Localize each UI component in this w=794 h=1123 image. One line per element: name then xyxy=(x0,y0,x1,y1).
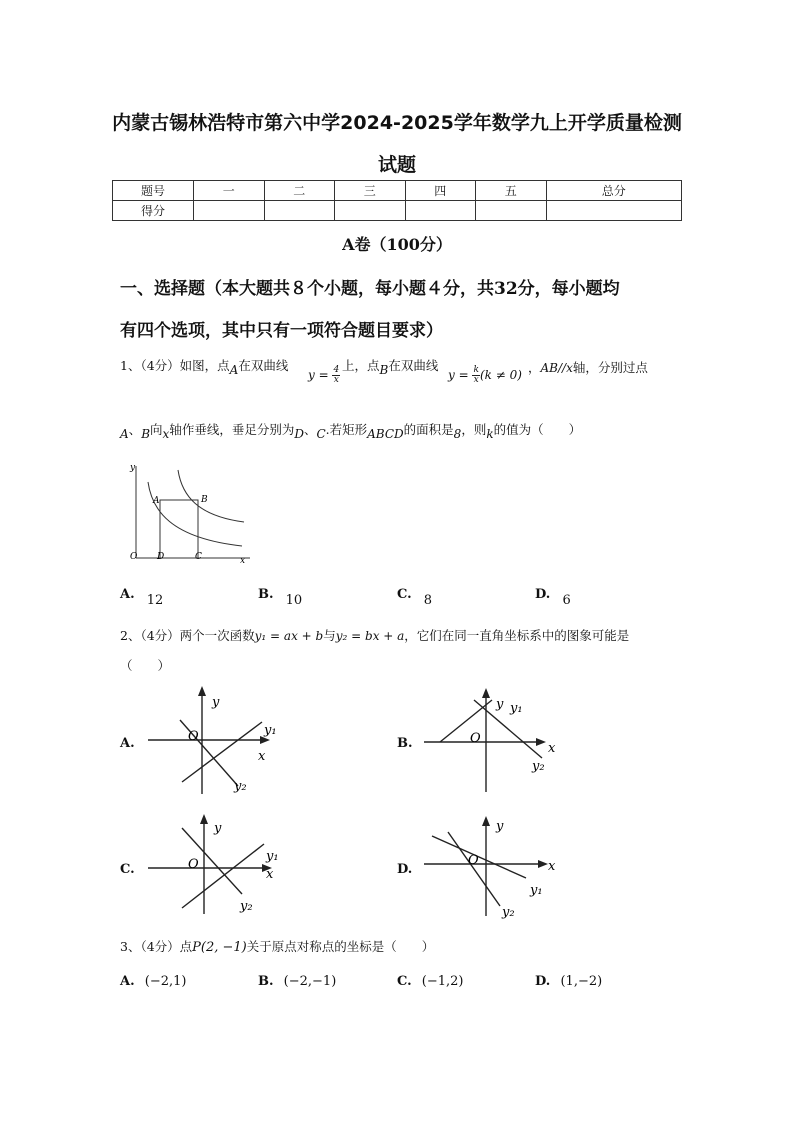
q3-text: 3、（4分）点 xyxy=(120,939,193,954)
q1-point-d: D xyxy=(294,427,304,441)
question-3-line-1 xyxy=(120,937,434,955)
label-x: x xyxy=(548,741,556,756)
q2-function-1: y₁ = ax + b xyxy=(254,629,324,643)
q2-text: ，它们在同一直角坐标系中的图象可能是 xyxy=(404,628,630,643)
q1-text: 上，点 xyxy=(342,358,380,373)
label-d: D xyxy=(157,552,165,562)
score-cell xyxy=(546,201,682,221)
score-header-cell: 三 xyxy=(335,181,406,201)
q1-parallel-expr: AB//x xyxy=(540,361,573,375)
label-o: O xyxy=(188,729,199,744)
option-value: (1,−2) xyxy=(560,974,603,989)
question-2-line-1 xyxy=(120,626,629,644)
option-letter: D. xyxy=(397,862,413,877)
label-x: x xyxy=(240,556,246,566)
label-o: O xyxy=(470,731,481,746)
q1-eq2-den: x xyxy=(473,375,479,385)
q1-point-b: B xyxy=(141,427,151,441)
q2-text: 2、（4分）两个一次函数 xyxy=(120,628,255,643)
score-cell xyxy=(264,201,335,221)
score-header-cell: 一 xyxy=(194,181,265,201)
q1-point-c: C xyxy=(316,427,326,441)
option-letter: B. xyxy=(258,587,274,602)
q2-option-c[interactable] xyxy=(120,862,135,877)
label-x: x xyxy=(266,867,274,882)
question-1-line-2 xyxy=(120,420,582,441)
q1-text: 、 xyxy=(128,422,142,437)
q3-point-p: P(2, −1) xyxy=(192,940,247,955)
option-letter: D. xyxy=(535,587,551,602)
score-header-cell: 二 xyxy=(264,181,335,201)
score-header-cell: 四 xyxy=(405,181,476,201)
q1-point-a: A xyxy=(120,427,129,441)
q1-option-a[interactable] xyxy=(120,587,164,608)
label-y2: y₂ xyxy=(240,899,253,914)
q2-graph-a xyxy=(146,686,286,798)
q1-point-a: A xyxy=(229,363,239,377)
q2-option-a[interactable] xyxy=(120,736,135,751)
q1-eq1-num: 4 xyxy=(333,365,340,375)
q3-option-d[interactable] xyxy=(535,974,602,989)
volume-a-heading: A卷（100分） xyxy=(342,235,452,254)
q1-eq2-lhs: y = xyxy=(448,368,473,382)
q1-eq1-fraction xyxy=(332,366,340,385)
q1-option-d[interactable] xyxy=(535,587,571,608)
score-cell xyxy=(335,201,406,221)
option-value: (−1,2) xyxy=(421,974,464,989)
option-letter: C. xyxy=(120,862,135,877)
line-y2 xyxy=(448,832,500,906)
page-title: 内蒙古锡林浩特市第六中学2024-2025学年数学九上开学质量检测 xyxy=(112,112,682,134)
label-y: y xyxy=(496,819,504,834)
q1-text: 的面积是 xyxy=(403,422,454,437)
option-letter: B. xyxy=(397,736,413,751)
score-cell xyxy=(476,201,547,221)
q3-text: 关于原点对称点的坐标是（ ） xyxy=(246,939,435,954)
question-1-line-1b xyxy=(342,356,439,377)
q1-x-var: x xyxy=(162,427,170,441)
q1-equation-1 xyxy=(308,366,340,385)
q1-text: 1、（4分）如图，点 xyxy=(120,358,230,373)
q1-area-value: 8 xyxy=(453,427,462,441)
label-o: O xyxy=(188,857,199,872)
option-letter: D. xyxy=(535,974,551,989)
rectangle-abcd xyxy=(160,500,198,558)
question-2-paren: （ ） xyxy=(120,658,171,673)
q1-text: 的值为（ ） xyxy=(493,422,582,437)
q1-text: 在双曲线 xyxy=(238,358,289,373)
score-table-score-row xyxy=(113,201,682,221)
line-y2 xyxy=(474,700,542,758)
score-row-label: 得分 xyxy=(113,201,194,221)
line-y1 xyxy=(432,836,526,878)
label-y: y xyxy=(496,697,504,712)
q3-option-b[interactable] xyxy=(258,974,336,989)
score-header-cell: 总分 xyxy=(546,181,682,201)
curve-y-4-over-x xyxy=(148,482,242,546)
option-letter: C. xyxy=(397,587,412,602)
q1-k-var: k xyxy=(486,427,494,441)
section-heading: 一、选择题（本大题共８个小题，每小题４分，共32分，每小题均 xyxy=(120,279,620,299)
page-title-cont: 试题 xyxy=(377,154,416,176)
q1-eq1-den: x xyxy=(333,375,339,385)
q1-text: .若矩形 xyxy=(325,422,368,437)
q1-eq2-condition: (k ≠ 0) xyxy=(479,368,522,382)
label-y2: y₂ xyxy=(502,905,515,920)
option-letter: A. xyxy=(120,974,135,989)
curve-y-k-over-x xyxy=(178,470,244,522)
q1-text: 向 xyxy=(150,422,163,437)
q1-text: 在双曲线 xyxy=(388,358,439,373)
label-c: C xyxy=(195,552,202,562)
q3-option-a[interactable] xyxy=(120,974,186,989)
q1-eq2-fraction xyxy=(472,366,479,385)
q2-option-d[interactable] xyxy=(397,862,412,877)
option-letter: A. xyxy=(120,587,135,602)
option-value: (−2,−1) xyxy=(283,974,337,989)
option-letter: A. xyxy=(120,736,135,751)
label-y1: y₁ xyxy=(530,883,543,898)
label-b: B xyxy=(201,495,208,505)
q2-text: 与 xyxy=(323,628,336,643)
label-o: O xyxy=(130,552,138,562)
option-letter: C. xyxy=(397,974,412,989)
section-heading-cont: 有四个选项，其中只有一项符合题目要求） xyxy=(120,321,443,341)
q1-text: ，则 xyxy=(461,422,487,437)
label-o: O xyxy=(468,853,479,868)
q1-text: 轴，分别过点 xyxy=(572,360,648,375)
q1-text: 轴作垂线，垂足分别为 xyxy=(169,422,295,437)
q1-eq1-lhs: y = xyxy=(308,368,333,382)
label-a: A xyxy=(153,496,160,506)
q3-option-c[interactable] xyxy=(397,974,464,989)
q2-graph-c xyxy=(146,814,286,918)
score-table-header-row xyxy=(113,181,682,201)
score-cell xyxy=(194,201,265,221)
score-header-cell: 五 xyxy=(476,181,547,201)
label-y1: y₁ xyxy=(510,701,523,716)
label-y: y xyxy=(214,821,222,836)
label-y2: y₂ xyxy=(532,759,545,774)
q2-function-2: y₂ = bx + a xyxy=(335,629,405,643)
label-x: x xyxy=(548,859,556,874)
q1-option-b[interactable] xyxy=(258,587,303,608)
q1-eq2-num: k xyxy=(473,365,479,375)
q1-text: ， xyxy=(528,360,541,375)
q1-text: 、 xyxy=(303,422,317,437)
score-header-cell: 题号 xyxy=(113,181,194,201)
label-y: y xyxy=(212,695,220,710)
q2-graph-d xyxy=(422,814,582,920)
option-value: 8 xyxy=(423,593,433,608)
question-1-line-1c xyxy=(528,358,648,376)
q2-option-b[interactable] xyxy=(397,736,413,751)
q1-option-c[interactable] xyxy=(397,587,433,608)
score-table xyxy=(112,180,682,221)
score-cell xyxy=(405,201,476,221)
option-value: 10 xyxy=(285,593,303,608)
q2-graph-b xyxy=(422,686,582,798)
q1-hyperbola-figure xyxy=(118,460,258,572)
label-x: x xyxy=(258,749,266,764)
q1-rect-name: ABCD xyxy=(367,427,404,441)
label-y1: y₁ xyxy=(266,849,279,864)
label-y2: y₂ xyxy=(234,779,247,794)
line-y1 xyxy=(440,700,492,742)
label-y: y xyxy=(130,463,136,473)
q1-point-b: B xyxy=(379,363,389,377)
option-value: 6 xyxy=(562,593,571,608)
q1-equation-2 xyxy=(448,366,522,385)
option-letter: B. xyxy=(258,974,274,989)
option-value: (−2,1) xyxy=(144,974,187,989)
label-y1: y₁ xyxy=(264,723,277,738)
question-1-line-1 xyxy=(120,356,289,377)
option-value: 12 xyxy=(146,593,164,608)
